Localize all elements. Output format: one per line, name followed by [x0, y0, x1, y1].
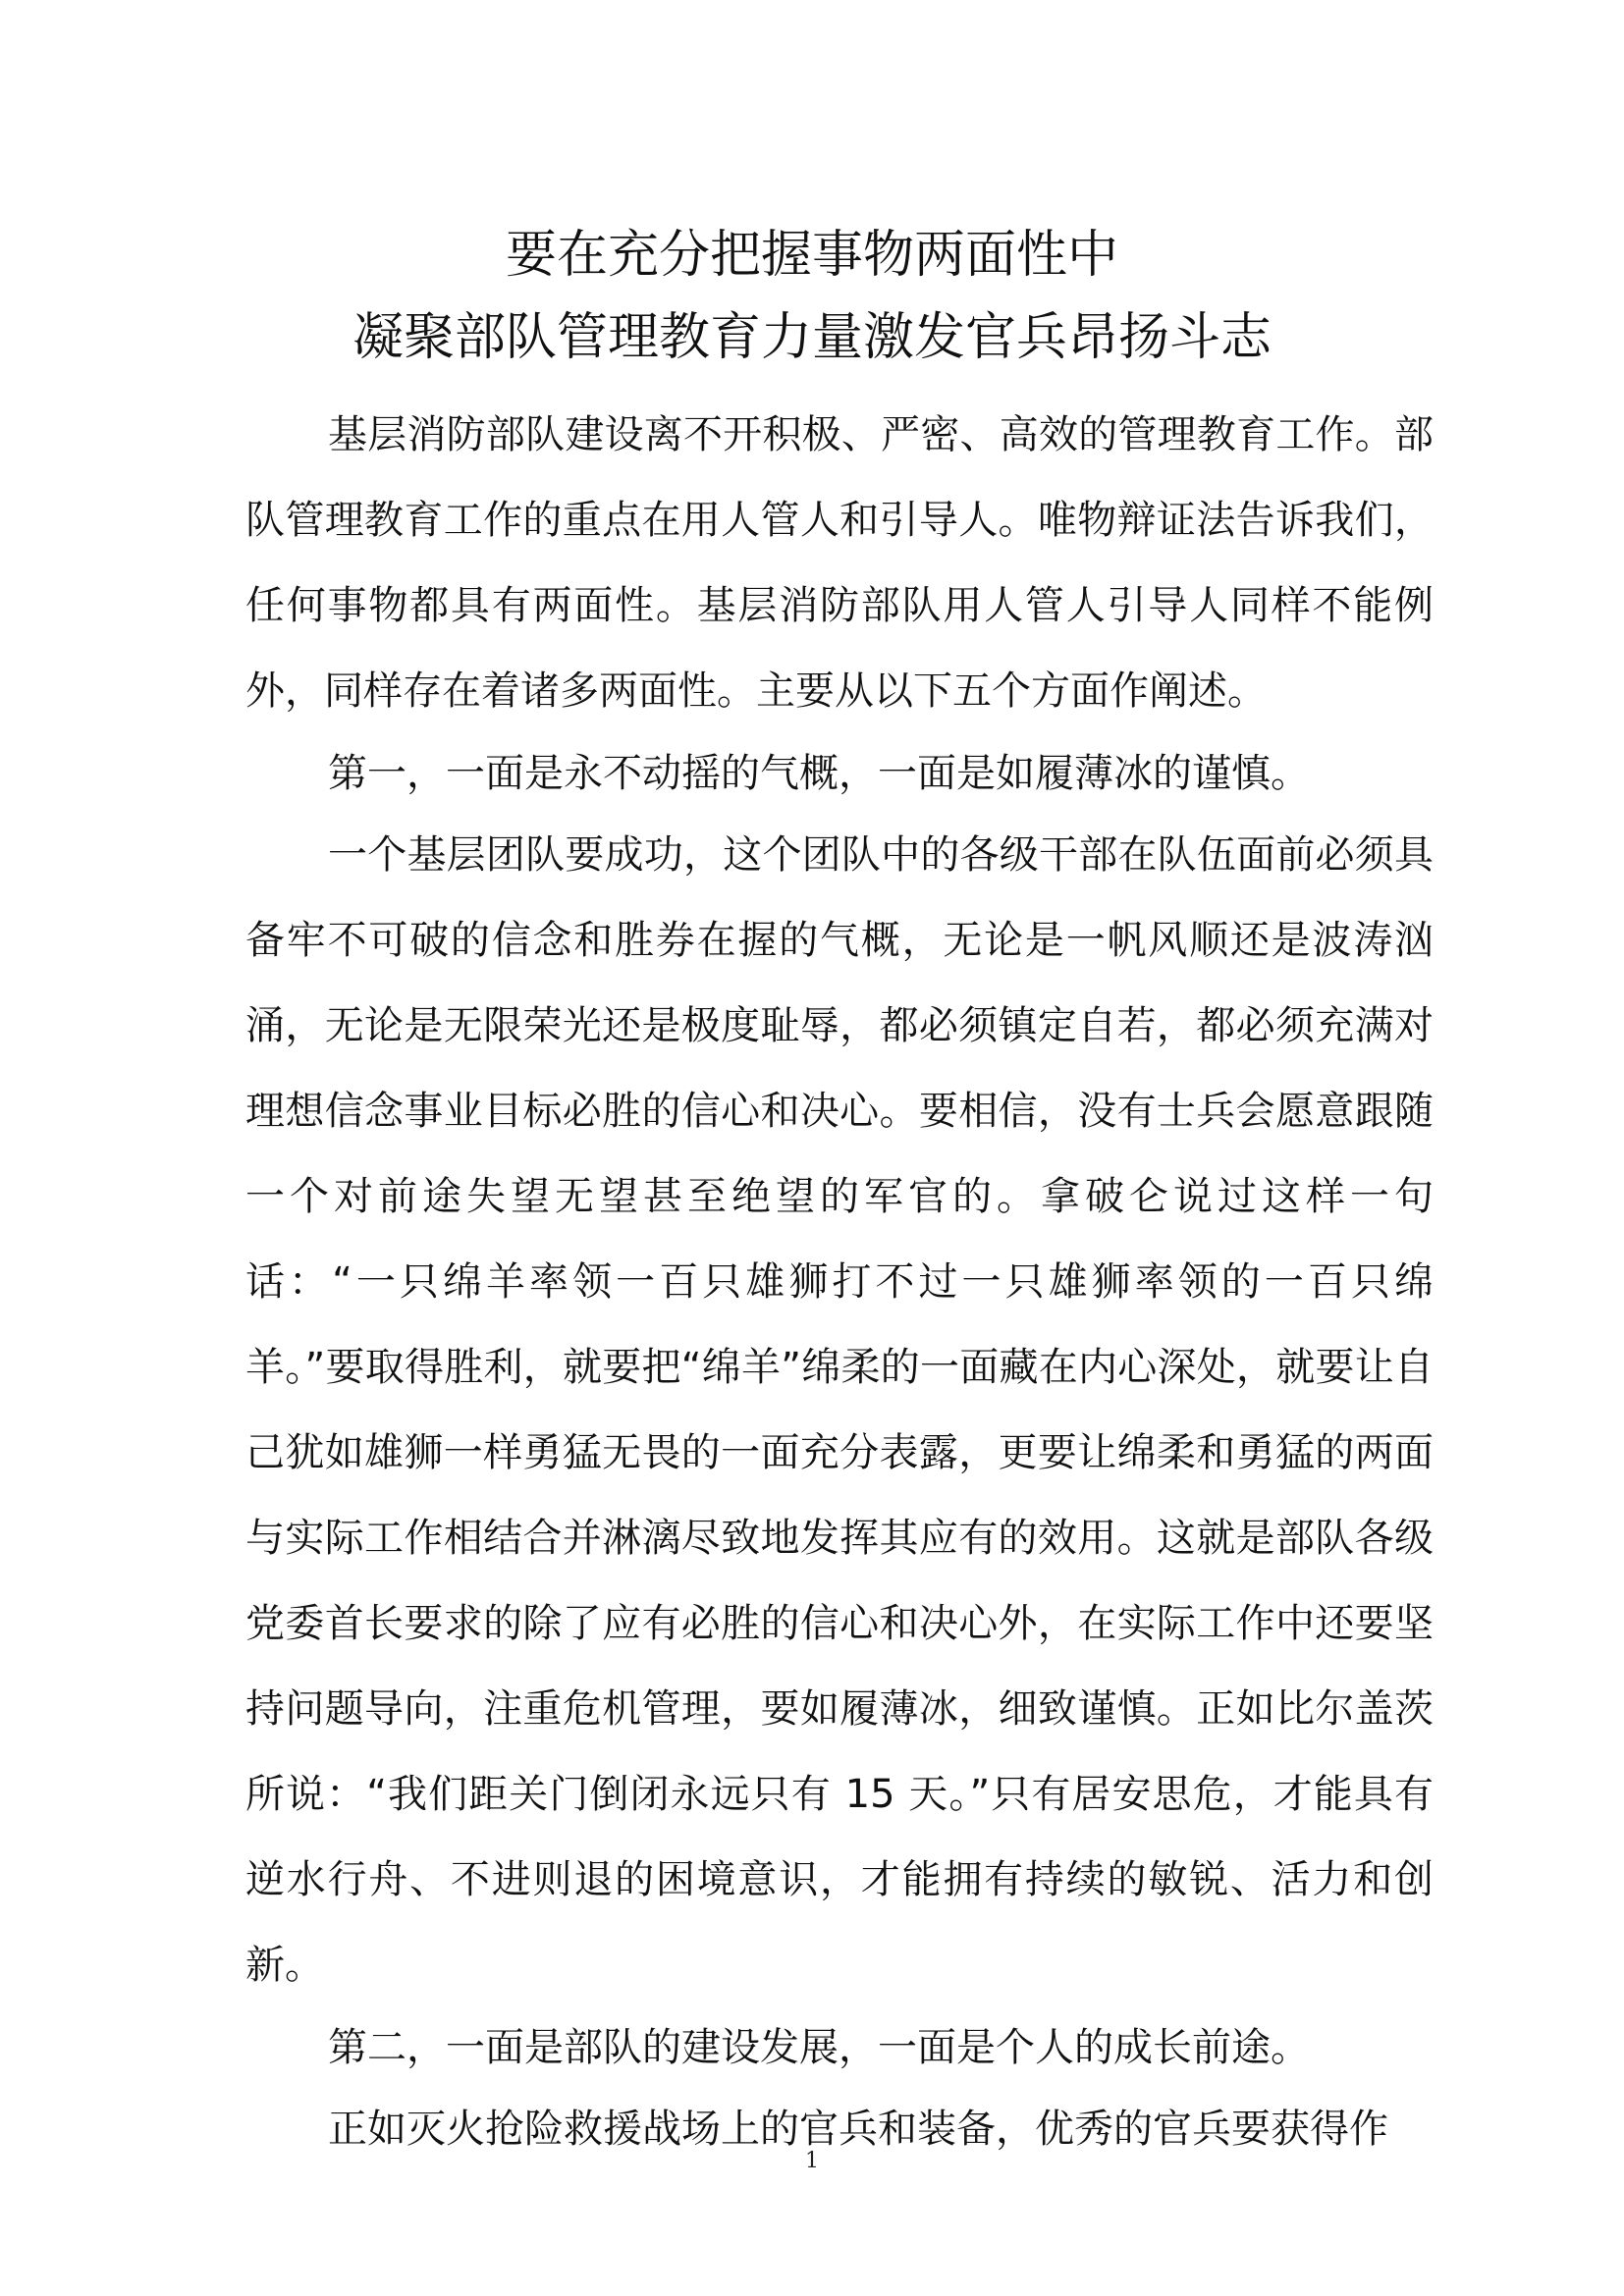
page-number: 1 — [805, 2149, 819, 2173]
section-1-paragraph: 一个基层团队要成功，这个团队中的各级干部在队伍面前必须具备牢不可破的信念和胜券在握的气概，无论是一帆风顺还是波涛汹涌，无论是无限荣光还是极度耻辱，都必须镇定自若，都必须充满对理想信念事业目标必胜的信心和决心。要相信，没有士兵会愿意跟随一个对前途失望无望甚至绝望的军官的。拿破仑说过这样一句话：“一只绵羊率领一百只雄狮打不过一只雄狮率领的一百只绵羊。”要取得胜利，就要把“绵羊”绵柔的一面藏在内心深处，就要让自己犹如雄狮一样勇猛无畏的一面充分表露，更要让绵柔和勇猛的两面与实际工作相结合并淋漓尽致地发挥其应有的效用。这就是部队各级党委首长要求的除了应有必胜的信心和决心外，在实际工作中还要坚持问题导向，注重危机管理，要如履薄冰，细致谨慎。正如比尔盖茨所说：“我们距关门倒闭永远只有 15 天。”只有居安思危，才能具有逆水行舟、不进则退的困境意识，才能拥有持续的敏锐、活力和创新。 — [245, 832, 1434, 1988]
section-2-paragraph: 正如灭火抢险救援战场上的官兵和装备，优秀的官兵要获得作 — [328, 2107, 1388, 2152]
section-2-heading: 第二，一面是部队的建设发展，一面是个人的成长前途。 — [328, 2025, 1310, 2070]
document-title-line-1: 要在充分把握事物两面性中 — [505, 226, 1118, 285]
document-body — [245, 393, 1434, 2172]
document-title-line-2: 凝聚部队管理教育力量激发官兵昂扬斗志 — [352, 308, 1272, 367]
section-1-heading: 第一，一面是永不动摇的气概，一面是如履薄冰的谨慎。 — [328, 751, 1310, 796]
intro-paragraph: 基层消防部队建设离不开积极、严密、高效的管理教育工作。部队管理教育工作的重点在用人管人和引导人。唯物辩证法告诉我们，任何事物都具有两面性。基层消防部队用人管人引导人同样不能例外，同样存在着诸多两面性。主要从以下五个方面作阐述。 — [245, 412, 1434, 714]
